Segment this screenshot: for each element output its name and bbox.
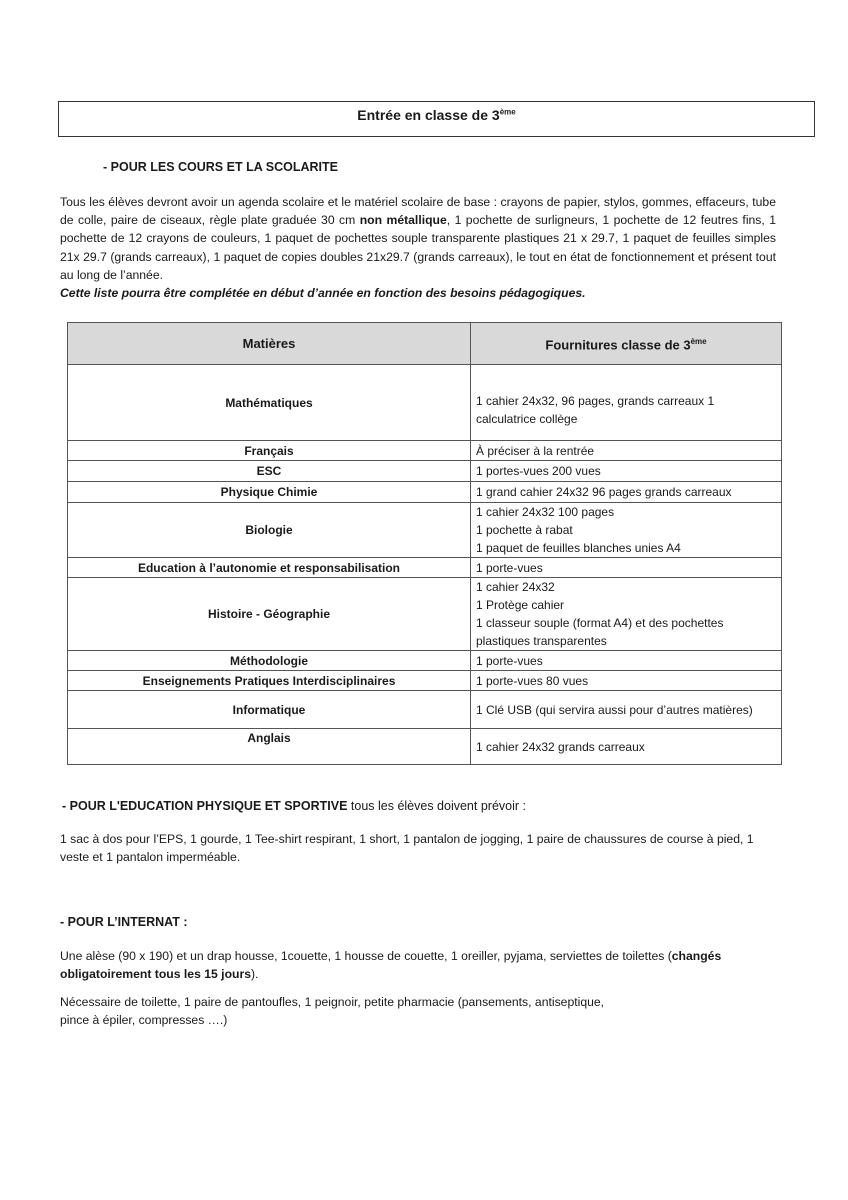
supplies-cell [471, 691, 782, 729]
internat-heading: - POUR L’INTERNAT : [60, 915, 188, 929]
page-title [58, 101, 815, 137]
subject-cell: Biologie [68, 503, 471, 558]
subject-cell: Anglais [68, 729, 471, 765]
supply-item: 1 Clé USB (qui servira aussi pour d’autres matières) [476, 702, 753, 717]
subject-cell: Physique Chimie [68, 482, 471, 503]
supplies-cell [471, 671, 782, 691]
supply-item: 1 porte-vues [476, 560, 543, 575]
courses-paragraph [60, 193, 776, 302]
courses-note: Cette liste pourra être complétée en début d’année en fonction des besoins pédagogiques. [60, 286, 586, 301]
table-row [68, 482, 782, 503]
eps-heading [62, 799, 526, 813]
table-row [68, 503, 782, 558]
internat-paragraph-2 [60, 993, 782, 1029]
supply-item: 1 cahier 24x32, 96 pages, grands carreaux 1 calculatrice collège [476, 393, 715, 426]
subject-cell: Méthodologie [68, 651, 471, 671]
supply-item: 1 grand cahier 24x32 96 pages grands carreaux [476, 485, 732, 499]
table-row [68, 651, 782, 671]
courses-heading: - POUR LES COURS ET LA SCOLARITE [103, 160, 338, 174]
subject-cell: Education à l’autonomie et responsabilisation [68, 558, 471, 578]
internat-paragraph-1 [60, 947, 782, 983]
page-title-text: Entrée en classe de 3 [357, 107, 500, 123]
courses-text-bold: non métallique [359, 213, 447, 228]
supply-item: 1 paquet de feuilles blanches unies A4 [476, 541, 681, 555]
eps-heading-suffix: tous les élèves doivent prévoir : [347, 799, 526, 813]
supply-item: 1 pochette à rabat [476, 523, 573, 537]
supplies-cell [471, 365, 782, 441]
header-supplies [471, 323, 782, 365]
table-header-row [68, 323, 782, 365]
supplies-cell [471, 482, 782, 503]
table-row [68, 578, 782, 651]
supplies-table [67, 322, 782, 765]
internat-text-3: Nécessaire de toilette, 1 paire de pantoufles, 1 peignoir, petite pharmacie (pansements, antiseptique, [60, 995, 605, 1009]
subject-cell: ESC [68, 461, 471, 482]
supplies-cell [471, 441, 782, 461]
internat-text-4: pince à épiler, compresses ….) [60, 1013, 228, 1028]
subject-cell: Français [68, 441, 471, 461]
table-row [68, 729, 782, 765]
supplies-cell [471, 578, 782, 651]
eps-paragraph: 1 sac à dos pour l’EPS, 1 gourde, 1 Tee-shirt respirant, 1 short, 1 pantalon de jogging, 1 paire de chaussures de course à pied, 1 veste et 1 pantalon imperméable. [60, 832, 754, 865]
supply-item: 1 portes-vues 200 vues [476, 464, 601, 478]
subject-cell: Mathématiques [68, 365, 471, 441]
page-title-sup: ème [499, 107, 516, 117]
header-supplies-sup: ème [690, 336, 707, 346]
supply-item: 1 cahier 24x32 [476, 580, 555, 594]
table-row [68, 691, 782, 729]
courses-text-2: , 1 pochette de surligneurs, 1 pochette de 12 feutres fins, 1 pochette de 12 crayons de couleurs, 1 paquet de pochettes souple transparente plastiques 21 x 29.7, 1 paquet de feuilles simples 21x 29.7 (grands carreaux), 1 paquet de copies doubles 21x29.7 (grands carreaux), le tout en état de fonctionnement et présent tout au long de l’année. [60, 213, 776, 282]
table-row [68, 365, 782, 441]
supply-item: À préciser à la rentrée [476, 443, 595, 458]
header-subject: Matières [68, 323, 471, 365]
subject-cell: Histoire - Géographie [68, 578, 471, 651]
supplies-cell [471, 729, 782, 765]
supply-item: 1 porte-vues 80 vues [476, 673, 589, 688]
supply-item: 1 porte-vues [476, 653, 543, 668]
table-row [68, 461, 782, 482]
supply-item: 1 cahier 24x32 grands carreaux [476, 739, 645, 754]
subject-cell: Enseignements Pratiques Interdisciplinaires [68, 671, 471, 691]
supplies-cell [471, 503, 782, 558]
header-supplies-text: Fournitures classe de 3 [545, 337, 691, 353]
internat-text-1: Une alèse (90 x 190) et un drap housse, 1couette, 1 housse de couette, 1 oreiller, pyjama, serviettes de toilettes ( [60, 949, 672, 963]
table-row [68, 671, 782, 691]
eps-heading-text: - POUR L'EDUCATION PHYSIQUE ET SPORTIVE [62, 799, 348, 813]
table-row [68, 441, 782, 461]
supply-item: 1 cahier 24x32 100 pages [476, 505, 615, 519]
supplies-cell [471, 461, 782, 482]
supplies-cell [471, 651, 782, 671]
subject-cell: Informatique [68, 691, 471, 729]
supplies-cell [471, 558, 782, 578]
internat-text-bold: changés obligatoirement tous les 15 jours [60, 949, 722, 982]
supply-item: 1 Protège cahier [476, 598, 565, 612]
supply-item: 1 classeur souple (format A4) et des pochettes plastiques transparentes [476, 616, 724, 648]
internat-text-2: ). [250, 967, 259, 982]
table-row [68, 558, 782, 578]
courses-text-1: Tous les élèves devront avoir un agenda scolaire et le matériel scolaire de base : crayons de papier, stylos, gommes, effaceurs, tube de colle, paire de ciseaux, règle plate graduée 30 cm [60, 195, 776, 228]
